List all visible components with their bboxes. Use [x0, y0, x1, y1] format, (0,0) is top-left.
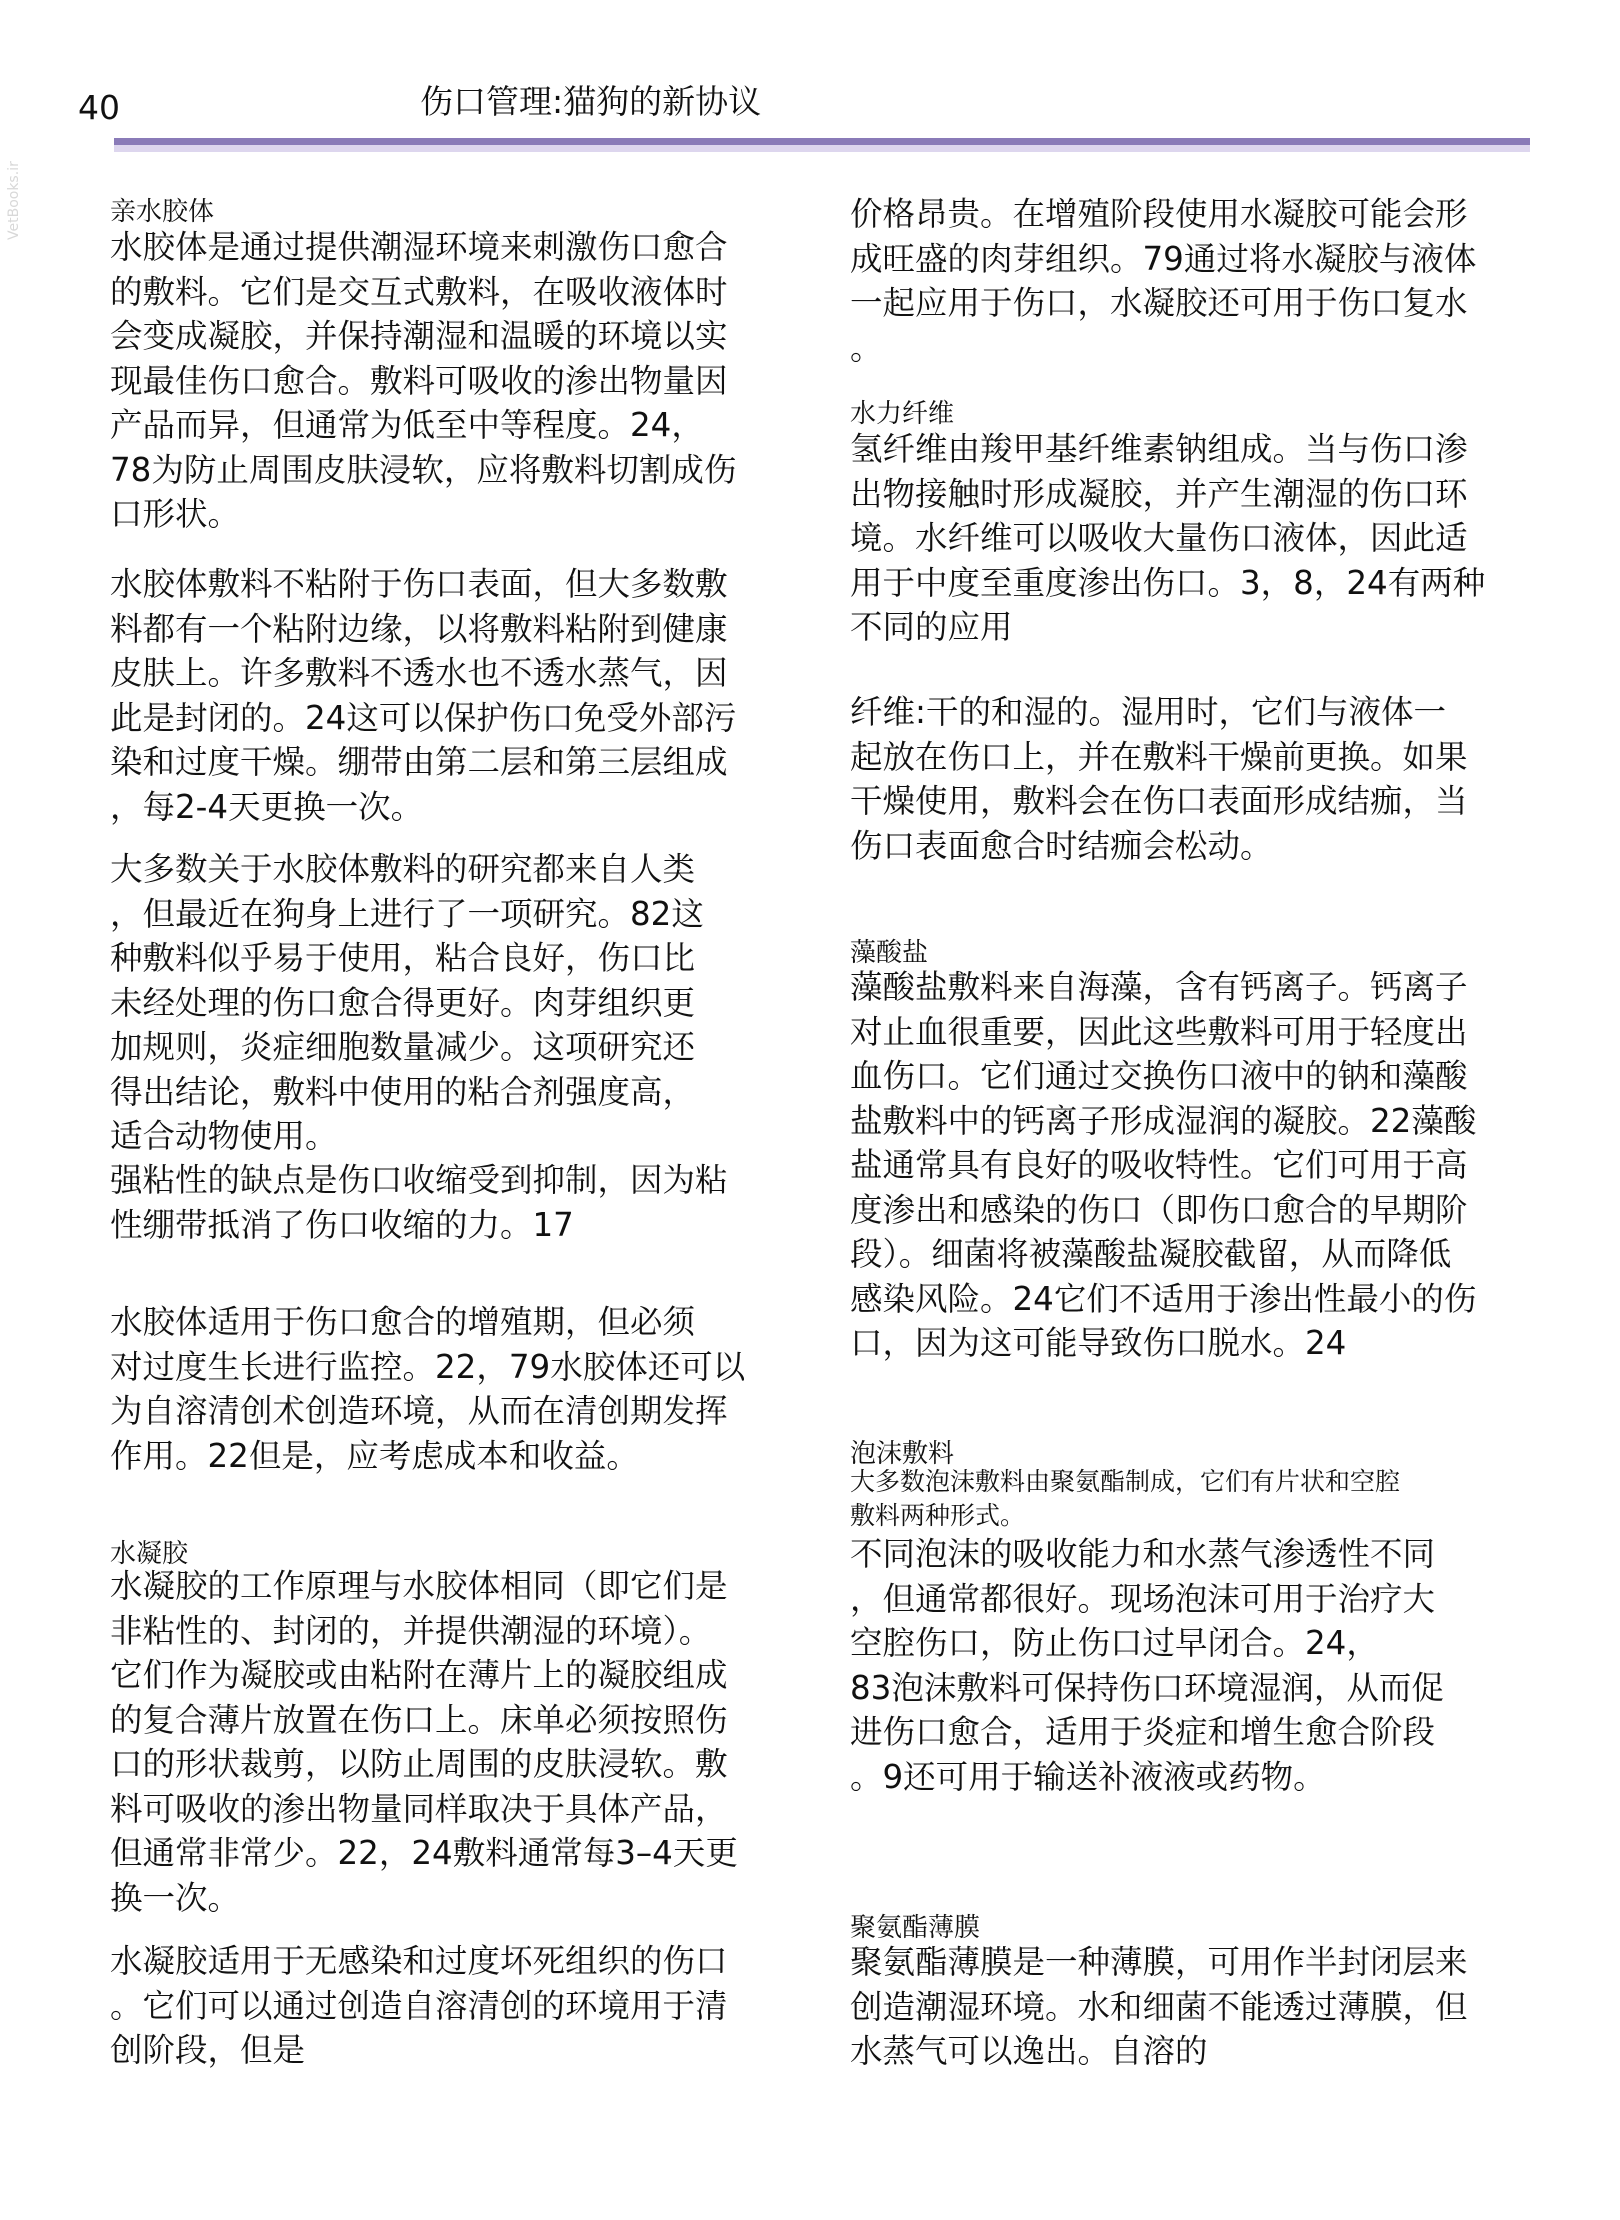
- section-heading-alginate: 藻酸盐: [850, 938, 929, 968]
- paragraph-hydrocolloid-2: 水胶体敷料不粘附于伤口表面，但大多数敷 料都有一个粘附边缘，以将敷料粘附到健康 皮肤上。许多敷料不透水也不透水蒸气，因 此是封闭的。24这可以保护伤口免受外部污 染和过度干燥。绷带由第二层和第三层组成 ，每2-4天更换一次。: [110, 565, 737, 826]
- page-number: 40: [78, 88, 120, 127]
- watermark: VetBooks.ir: [6, 161, 22, 240]
- header-rule-band: [114, 138, 1530, 145]
- paragraph-hydrofiber-2: 纤维:干的和湿的。湿用时，它们与液体一 起放在伤口上，并在敷料干燥前更换。如果 干燥使用，敷料会在伤口表面形成结痂，当 伤口表面愈合时结痂会松动。: [850, 693, 1468, 865]
- paragraph-hydrogel-2: 水凝胶适用于无感染和过度坏死组织的伤口 。它们可以通过创造自溶清创的环境用于清 创阶段，但是: [110, 1942, 728, 2069]
- header-rule-shadow: [114, 145, 1530, 152]
- paragraph-hydrocolloid-5: 水胶体适用于伤口愈合的增殖期，但必须 对过度生长进行监控。22，79水胶体还可以 为自溶清创术创造环境，从而在清创期发挥 作用。22但是，应考虑成本和收益。: [110, 1303, 746, 1475]
- section-heading-hydrocolloid: 亲水胶体: [110, 197, 215, 227]
- section-heading-polyurethane: 聚氨酯薄膜: [850, 1913, 981, 1943]
- section-heading-hydrogel: 水凝胶: [110, 1539, 189, 1569]
- paragraph-hydrocolloid-4: 强粘性的缺点是伤口收缩受到抑制，因为粘 性绷带抵消了伤口收缩的力。17: [110, 1161, 728, 1244]
- paragraph-polyurethane-1: 聚氨酯薄膜是一种薄膜，可用作半封闭层来 创造潮湿环境。水和细菌不能透过薄膜，但 水蒸气可以逸出。自溶的: [850, 1943, 1468, 2070]
- header-rule: [114, 138, 1530, 152]
- section-heading-foam: 泡沫敷料: [850, 1439, 955, 1469]
- paragraph-foam-1: 不同泡沫的吸收能力和水蒸气渗透性不同 ，但通常都很好。现场泡沫可用于治疗大 空腔伤口，防止伤口过早闭合。24， 83泡沫敷料可保持伤口环境湿润，从而促 进伤口愈合，适用于炎症和增生愈合阶段 。9还可用于输送补液液或药物。: [850, 1535, 1444, 1796]
- paragraph-hydrogel-continued: 价格昂贵。在增殖阶段使用水凝胶可能会形 成旺盛的肉芽组织。79通过将水凝胶与液体 一起应用于伤口，水凝胶还可用于伤口复水 。: [850, 195, 1477, 367]
- paragraph-hydrofiber-1: 氢纤维由羧甲基纤维素钠组成。当与伤口渗 出物接触时形成凝胶，并产生潮湿的伤口环 境。水纤维可以吸收大量伤口液体，因此适 用于中度至重度渗出伤口。3，8，24有两种 不同的应用: [850, 430, 1486, 646]
- paragraph-alginate-1: 藻酸盐敷料来自海藻，含有钙离子。钙离子 对止血很重要，因此这些敷料可用于轻度出 血伤口。它们通过交换伤口液中的钠和藻酸 盐敷料中的钙离子形成湿润的凝胶。22藻酸 盐通常具有良好的吸收特性。它们可用于高 度渗出和感染的伤口（即伤口愈合的早期阶 段）。细菌将被藻酸盐凝胶截留，从而降低 感染风险。24它们不适用于渗出性最小的伤 口，因为这可能导致伤口脱水。24: [850, 968, 1477, 1362]
- paragraph-hydrocolloid-3: 大多数关于水胶体敷料的研究都来自人类 ，但最近在狗身上进行了一项研究。82这 种敷料似乎易于使用，粘合良好，伤口比 未经处理的伤口愈合得更好。肉芽组织更 加规则，炎症细胞数量减少。这项研究还 得出结论，敷料中使用的粘合剂强度高， 适合动物使用。: [110, 850, 704, 1155]
- paragraph-foam-intro: 大多数泡沫敷料由聚氨酯制成，它们有片状和空腔 敷料两种形式。: [850, 1467, 1401, 1530]
- section-heading-hydrofiber: 水力纤维: [850, 399, 955, 429]
- paragraph-hydrogel-1: 水凝胶的工作原理与水胶体相同（即它们是 非粘性的、封闭的，并提供潮湿的环境）。 它们作为凝胶或由粘附在薄片上的凝胶组成 的复合薄片放置在伤口上。床单必须按照伤 口的形状裁剪，以防止周围的皮肤浸软。敷 料可吸收的渗出物量同样取决于具体产品， 但通常非常少。22，24敷料通常每3–4天更 换一次。: [110, 1567, 738, 1917]
- running-title: 伤口管理:猫狗的新协议: [420, 82, 762, 121]
- paragraph-hydrocolloid-1: 水胶体是通过提供潮湿环境来刺激伤口愈合 的敷料。它们是交互式敷料，在吸收液体时 会变成凝胶，并保持潮湿和温暖的环境以实 现最佳伤口愈合。敷料可吸收的渗出物量因 产品而异，但通常为低至中等程度。24， 78为防止周围皮肤浸软，应将敷料切割成伤 口形状。: [110, 228, 737, 533]
